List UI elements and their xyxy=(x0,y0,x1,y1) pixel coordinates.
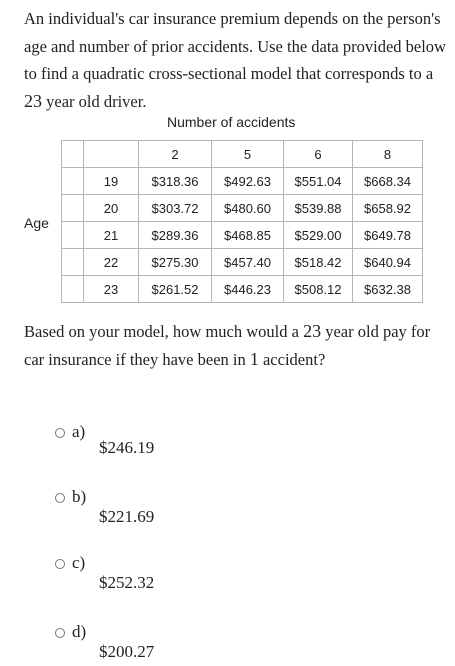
table-cell: $551.04 xyxy=(284,168,353,195)
table-row xyxy=(62,276,423,303)
option-letter: b) xyxy=(72,487,87,506)
intro-age: 23 xyxy=(24,90,42,111)
table-cell: $289.36 xyxy=(139,222,212,249)
row-age: 20 xyxy=(84,195,139,222)
row-blank-cell xyxy=(62,168,84,195)
option-value: $200.27 xyxy=(99,642,155,661)
table-cell: $261.52 xyxy=(139,276,212,303)
row-age: 23 xyxy=(84,276,139,303)
column-header: 2 xyxy=(139,141,212,168)
table-row xyxy=(62,249,423,276)
option-letter: a) xyxy=(72,422,86,441)
question-part2: year old pay for car insurance if they have been in xyxy=(24,322,431,369)
table-cell: $658.92 xyxy=(353,195,423,222)
option-letter: d) xyxy=(72,622,87,641)
question-age: 23 xyxy=(303,321,322,341)
row-blank-cell xyxy=(62,276,84,303)
option-a[interactable] xyxy=(55,422,175,462)
question-accidents: 1 xyxy=(249,348,259,369)
column-header: 8 xyxy=(353,141,423,168)
table-cell: $446.23 xyxy=(212,276,284,303)
table-cell: $275.30 xyxy=(139,249,212,276)
question-part1: Based on your model, how much would a xyxy=(24,322,304,341)
radio-button[interactable] xyxy=(55,628,65,638)
row-blank-cell xyxy=(62,195,84,222)
column-header: 6 xyxy=(284,141,353,168)
row-age: 21 xyxy=(84,222,139,249)
option-value: $246.19 xyxy=(99,438,155,457)
table-title: Number of accidents xyxy=(167,114,296,130)
row-axis-label: Age xyxy=(24,215,49,231)
question-part3: accident? xyxy=(258,349,326,369)
table-row xyxy=(62,168,423,195)
radio-button[interactable] xyxy=(55,493,65,503)
table-cell: $529.00 xyxy=(284,222,353,249)
premium-table xyxy=(61,140,423,303)
table-cell: $468.85 xyxy=(212,222,284,249)
option-value: $221.69 xyxy=(99,507,155,526)
question-text xyxy=(24,318,449,373)
table-corner-cell xyxy=(84,141,139,168)
table-cell: $539.88 xyxy=(284,195,353,222)
radio-button[interactable] xyxy=(55,428,65,438)
table-cell: $457.40 xyxy=(212,249,284,276)
option-b[interactable] xyxy=(55,487,175,527)
row-blank-cell xyxy=(62,222,84,249)
table-cell: $480.60 xyxy=(212,195,284,222)
option-value: $252.32 xyxy=(99,573,155,592)
intro-text: An individual's car insurance premium depends on the person's age and number of prior accidents. Use the data provided below to find a quadratic cross-sectional model that corresponds to a xyxy=(24,9,446,83)
table-cell: $649.78 xyxy=(353,222,423,249)
table-row xyxy=(62,195,423,222)
table-row xyxy=(62,222,423,249)
row-blank-cell xyxy=(62,249,84,276)
table-corner-cell xyxy=(62,141,84,168)
table-cell: $492.63 xyxy=(212,168,284,195)
table-cell: $518.42 xyxy=(284,249,353,276)
table-cell: $640.94 xyxy=(353,249,423,276)
problem-intro xyxy=(24,5,449,115)
table-cell: $318.36 xyxy=(139,168,212,195)
table-cell: $508.12 xyxy=(284,276,353,303)
option-letter: c) xyxy=(72,553,86,572)
column-header: 5 xyxy=(212,141,284,168)
option-d[interactable] xyxy=(55,622,175,664)
table-cell: $303.72 xyxy=(139,195,212,222)
table-cell: $632.38 xyxy=(353,276,423,303)
row-age: 22 xyxy=(84,249,139,276)
table-header-row xyxy=(62,141,423,168)
option-c[interactable] xyxy=(55,553,175,593)
intro-tail: year old driver. xyxy=(42,91,147,111)
radio-button[interactable] xyxy=(55,559,65,569)
table-cell: $668.34 xyxy=(353,168,423,195)
row-age: 19 xyxy=(84,168,139,195)
